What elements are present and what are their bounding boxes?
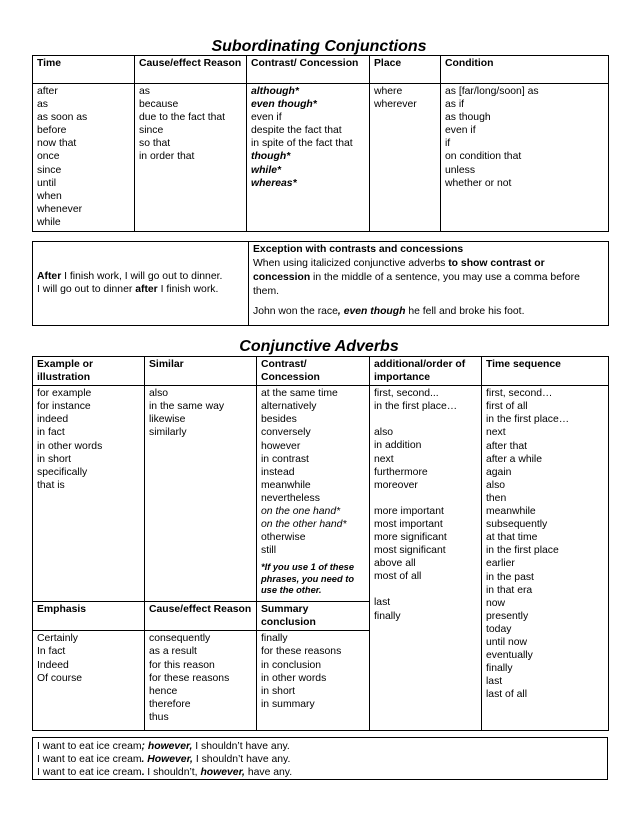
- list-item: finally: [261, 633, 288, 645]
- list-item: next: [486, 427, 506, 439]
- list-item: until: [37, 177, 57, 189]
- exception-title: Exception with contrasts and concessions: [253, 244, 464, 255]
- list-item: most important: [374, 518, 443, 530]
- list-item: in contrast: [261, 453, 309, 465]
- list-item: unless: [445, 164, 476, 176]
- list-item: last: [374, 597, 391, 609]
- list-item: In fact: [37, 646, 66, 658]
- header-cause-effect: Cause/effect Reason: [135, 56, 247, 84]
- adv-emphasis-cell: [33, 631, 145, 731]
- list-item: until now: [486, 636, 528, 648]
- however-line-3: I want to eat ice cream. I shouldn’t, however, have any.: [37, 767, 293, 778]
- adv-additional-cell: [370, 386, 482, 731]
- list-item: first, second...: [374, 388, 439, 400]
- sub-condition-cell: [441, 84, 609, 232]
- list-item: besides: [261, 414, 297, 426]
- list-item: more important: [374, 505, 444, 517]
- list-item: in the first place…: [486, 414, 570, 426]
- list-item: again: [486, 466, 512, 478]
- sub-place-cell: [370, 84, 441, 232]
- list-item: that is: [37, 479, 65, 491]
- list-item: specifically: [37, 466, 88, 478]
- sub-cause-cell: [135, 84, 247, 232]
- list-item: in summary: [261, 698, 315, 710]
- list-item: similarly: [149, 427, 187, 439]
- list-item: for instance: [37, 401, 91, 413]
- list-item: however: [261, 440, 301, 452]
- adv-similar-cell: [145, 386, 257, 602]
- list-item: so that: [139, 138, 171, 150]
- list-item: as soon as: [37, 112, 88, 124]
- header-time: Time: [33, 56, 135, 84]
- list-item: because: [139, 99, 179, 111]
- list-item: if: [445, 138, 451, 150]
- list-item: while*: [251, 164, 282, 176]
- list-item: therefore: [149, 698, 191, 710]
- list-spacer: [374, 583, 477, 596]
- list-item: finally: [486, 663, 513, 675]
- list-item: in short: [261, 685, 296, 697]
- list-item: as: [139, 86, 150, 97]
- adv-time-cell: [482, 386, 609, 731]
- list-item: most significant: [374, 545, 446, 557]
- list-item: now: [486, 597, 506, 609]
- list-item: now that: [37, 138, 77, 150]
- sub-time-cell: [33, 84, 135, 232]
- however-line-1: I want to eat ice cream; however, I shouldn’t have any.: [37, 741, 290, 752]
- list-item: despite the fact that: [251, 125, 342, 137]
- list-item: as though: [445, 112, 491, 124]
- list-item: in the first place…: [374, 401, 458, 413]
- list-item: in the past: [486, 571, 534, 583]
- list-item: finally: [374, 610, 401, 622]
- list-item: while: [37, 216, 61, 228]
- list-item: in fact: [37, 427, 65, 439]
- list-item: as: [37, 99, 48, 111]
- list-item: for these reasons: [149, 672, 230, 684]
- exception-cell: [249, 242, 609, 326]
- list-item: though*: [251, 151, 291, 163]
- adv-contrast-note: *If you use 1 of these phrases, you need to use the other.: [261, 562, 354, 596]
- header-condition: Condition: [441, 56, 609, 84]
- list-item: last of all: [486, 689, 528, 701]
- list-item: even if: [251, 112, 282, 124]
- example-line-1: After I finish work, I will go out to dinner.: [37, 270, 223, 282]
- list-item: in the same way: [149, 401, 225, 413]
- list-item: otherwise: [261, 532, 306, 544]
- list-item: meanwhile: [261, 479, 311, 491]
- list-item: Certainly: [37, 633, 78, 645]
- sub-contrast-cell: [247, 84, 370, 232]
- list-item: for example: [37, 388, 92, 400]
- list-item: as [far/long/soon] as: [445, 86, 539, 97]
- list-item: also: [486, 479, 506, 491]
- adv-summary-cell: [257, 631, 370, 731]
- list-item: first, second…: [486, 388, 553, 400]
- list-item: alternatively: [261, 401, 317, 413]
- list-item: nevertheless: [261, 492, 320, 504]
- list-item: in that era: [486, 584, 533, 596]
- list-item: hence: [149, 685, 178, 697]
- list-item: even though*: [251, 99, 317, 111]
- subordinating-conjunctions-table: [32, 55, 609, 232]
- adv-header-summary: Summary conclusion: [257, 602, 370, 631]
- list-item: conversely: [261, 427, 311, 439]
- list-item: likewise: [149, 414, 186, 426]
- list-item: whereas*: [251, 177, 297, 189]
- list-item: furthermore: [374, 466, 428, 478]
- list-item: at that time: [486, 532, 538, 544]
- list-item: most of all: [374, 571, 422, 583]
- list-item: since: [139, 125, 164, 137]
- list-item: after: [37, 86, 58, 97]
- list-item: for these reasons: [261, 646, 342, 658]
- list-spacer: [374, 492, 477, 505]
- list-item: wherever: [374, 99, 417, 111]
- list-item: on condition that: [445, 151, 522, 163]
- adv-header-time: Time sequence: [482, 357, 609, 386]
- list-item: today: [486, 623, 512, 635]
- list-item: still: [261, 545, 277, 557]
- list-item: indeed: [37, 414, 69, 426]
- list-item: above all: [374, 558, 416, 570]
- list-item: thus: [149, 711, 169, 723]
- adv-header-example: Example or illustration: [33, 357, 145, 386]
- list-item: whether or not: [445, 177, 512, 189]
- adv-header-similar: Similar: [145, 357, 257, 386]
- list-spacer: [374, 413, 477, 426]
- list-item: also: [149, 388, 169, 400]
- example-line-2: I will go out to dinner after I finish work.: [37, 284, 219, 295]
- list-item: in conclusion: [261, 659, 322, 671]
- list-item: although*: [251, 86, 299, 97]
- list-item: Indeed: [37, 659, 69, 671]
- adv-header-contrast: Contrast/ Concession: [257, 357, 370, 386]
- adv-header-additional: additional/order of importance: [370, 357, 482, 386]
- adv-header-emphasis: Emphasis: [33, 602, 145, 631]
- list-item: consequently: [149, 633, 211, 645]
- list-item: after that: [486, 440, 528, 452]
- adv-cause-cell: [145, 631, 257, 731]
- header-place: Place: [370, 56, 441, 84]
- adv-header-cause: Cause/effect Reason: [145, 602, 257, 631]
- exception-text: When using italicized conjunctive adverbs to show contrast or concession in the middle of a sentence, you may use a comma before them.: [253, 258, 580, 297]
- list-item: instead: [261, 466, 295, 478]
- list-item: where: [374, 86, 403, 97]
- list-item: last: [486, 676, 503, 688]
- list-item: moreover: [374, 479, 418, 491]
- list-item: as a result: [149, 646, 197, 658]
- list-item: when: [37, 190, 62, 202]
- list-item: meanwhile: [486, 506, 536, 518]
- list-item: also: [374, 427, 394, 439]
- list-item: Of course: [37, 672, 83, 684]
- list-item: in the first place: [486, 545, 559, 557]
- subordinating-conjunctions-title: Subordinating Conjunctions: [211, 38, 427, 55]
- conjunctive-adverbs-table: [32, 356, 609, 731]
- example-sentences: [33, 242, 249, 326]
- conjunctive-adverbs-title: Conjunctive Adverbs: [239, 338, 399, 355]
- list-item: in order that: [139, 151, 195, 163]
- list-item: whenever: [37, 203, 83, 215]
- list-item: more significant: [374, 532, 447, 544]
- example-box: [32, 241, 609, 326]
- list-item: on the other hand*: [261, 519, 347, 531]
- list-item: in spite of the fact that: [251, 138, 353, 150]
- however-line-2: I want to eat ice cream. However, I shouldn’t have any.: [37, 754, 291, 765]
- list-item: earlier: [486, 558, 515, 570]
- list-item: since: [37, 164, 62, 176]
- list-item: in addition: [374, 440, 422, 452]
- list-item: eventually: [486, 650, 533, 662]
- adv-contrast-cell: [257, 386, 370, 602]
- list-item: even if: [445, 125, 476, 137]
- list-item: on the one hand*: [261, 506, 341, 518]
- list-item: at the same time: [261, 388, 338, 400]
- list-item: in other words: [261, 672, 327, 684]
- header-contrast: Contrast/ Concession: [247, 56, 370, 84]
- list-item: then: [486, 492, 507, 504]
- list-item: after a while: [486, 453, 543, 465]
- list-item: subsequently: [486, 519, 548, 531]
- however-example-box: [32, 737, 608, 780]
- list-item: as if: [445, 99, 465, 111]
- list-item: once: [37, 151, 60, 163]
- adv-example-cell: [33, 386, 145, 602]
- list-item: first of all: [486, 401, 528, 413]
- list-item: due to the fact that: [139, 112, 226, 124]
- list-item: next: [374, 453, 394, 465]
- list-item: in other words: [37, 440, 103, 452]
- list-item: in short: [37, 453, 72, 465]
- list-item: presently: [486, 610, 529, 622]
- exception-example: John won the race, even though he fell and broke his foot.: [253, 306, 525, 317]
- list-item: for this reason: [149, 659, 215, 671]
- list-item: before: [37, 125, 67, 137]
